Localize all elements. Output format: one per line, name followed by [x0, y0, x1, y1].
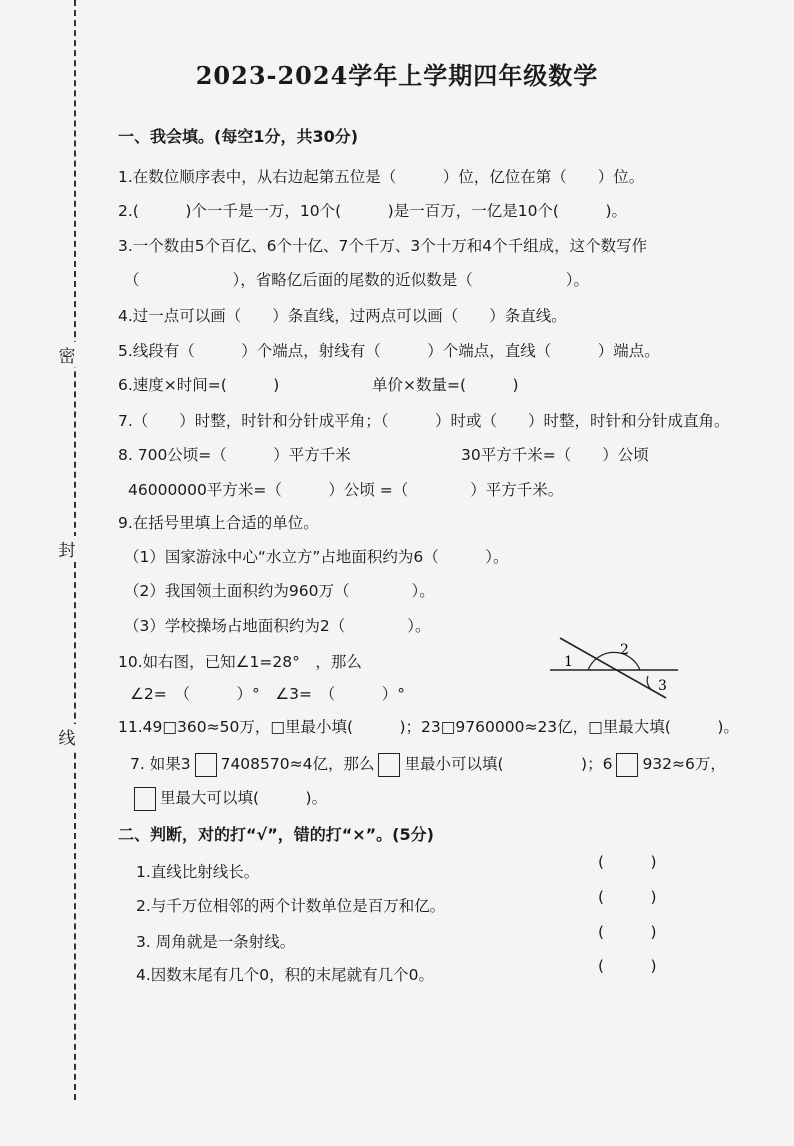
binding-char-xian: 线: [56, 724, 78, 749]
question-line: 30平方千米=（ ）公顷: [461, 446, 649, 464]
answer-parentheses: ( ): [598, 923, 657, 941]
judgement-item: 2.与千万位相邻的两个计数单位是百万和亿。: [136, 897, 446, 915]
question-line: 5.线段有（ ）个端点，射线有（ ）个端点，直线（ ）端点。: [118, 342, 660, 360]
question-text: 7408570≈4亿，那么: [220, 755, 375, 773]
angle-label-3: 3: [658, 678, 667, 694]
answer-box: [378, 753, 400, 777]
question-line: （3）学校操场占地面积约为2（ ）。: [124, 617, 431, 635]
answer-parentheses: ( ): [598, 888, 657, 906]
question-line: 46000000平方米=（ ）公顷 =（ ）平方千米。: [128, 481, 564, 499]
question-line: 3.一个数由5个百亿、6个十亿、7个千万、3个十万和4个千组成，这个数写作: [118, 237, 648, 255]
question-line: 7.（ ）时整，时针和分针成平角；（ ）时或（ ）时整，时针和分针成直角。: [118, 412, 730, 430]
answer-box: [195, 753, 217, 777]
page-title: 2023-2024学年上学期四年级数学: [195, 61, 599, 90]
question-line-with-box: [130, 786, 327, 811]
question-line: 4.过一点可以画（ ）条直线，过两点可以画（ ）条直线。: [118, 307, 567, 325]
question-line: 6.速度×时间=( ): [118, 376, 280, 394]
question-line: 2.( )个一千是一万，10个( )是一百万，一亿是10个( )。: [118, 202, 628, 220]
question-line-with-boxes: [130, 752, 726, 777]
answer-box: [616, 753, 638, 777]
question-line: （2）我国领土面积约为960万（ ）。: [124, 582, 435, 600]
question-text: 932≈6万，: [642, 755, 726, 773]
question-line: 8. 700公顷=（ ）平方千米: [118, 446, 351, 464]
answer-parentheses: ( ): [598, 853, 657, 871]
binding-char-feng: 封: [56, 536, 78, 561]
answer-box: [134, 787, 156, 811]
question-line: 单价×数量=( ): [372, 376, 519, 394]
question-line: 11.49□360≈50万，□里最小填( )；23□9760000≈23亿，□里最大填( )。: [118, 718, 739, 736]
question-line: 9.在括号里填上合适的单位。: [118, 514, 319, 532]
question-line: ∠2= （ ）° ∠3= （ ）°: [130, 685, 405, 703]
question-text: 里最大可以填( )。: [160, 789, 328, 807]
question-line: 10.如右图，已知∠1=28° ，那么: [118, 653, 362, 671]
judgement-item: 3. 周角就是一条射线。: [136, 933, 296, 951]
section2-heading: 二、判断，对的打“√”，错的打“×”。(5分): [118, 825, 434, 844]
binding-char-mi: 密: [56, 342, 78, 367]
answer-parentheses: ( ): [598, 957, 657, 975]
question-text: 里最小可以填( )；6: [404, 755, 613, 773]
angle-arc: [588, 652, 640, 670]
angle-label-2: 2: [620, 642, 629, 658]
question-text: 7. 如果3: [130, 755, 191, 773]
angle-figure: [548, 636, 688, 700]
judgement-item: 1.直线比射线长。: [136, 863, 260, 881]
question-line: （1）国家游泳中心“水立方”占地面积约为6（ ）。: [124, 548, 509, 566]
question-line: （ ），省略亿后面的尾数的近似数是（ ）。: [124, 271, 590, 289]
angle-label-1: 1: [564, 654, 573, 670]
section1-heading: 一、我会填。(每空1分，共30分): [118, 127, 359, 146]
judgement-item: 4.因数末尾有几个0，积的末尾就有几个0。: [136, 966, 435, 984]
question-line: 1.在数位顺序表中，从右边起第五位是（ ）位，亿位在第（ ）位。: [118, 168, 645, 186]
